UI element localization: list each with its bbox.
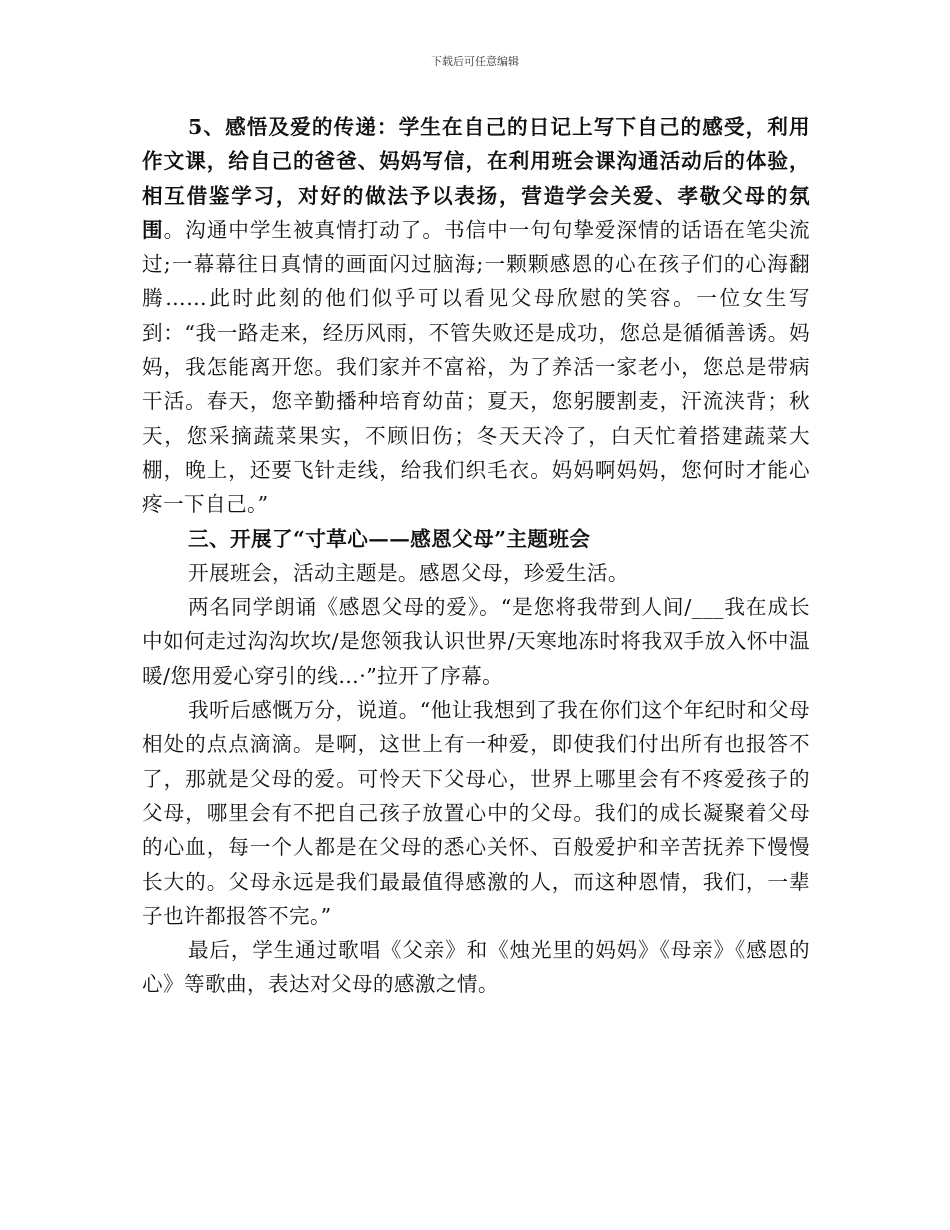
paragraph-love-transfer (142, 110, 810, 522)
paragraph-closing-songs: 最后，学生通过歌唱《父亲》和《烛光里的妈妈》《母亲》《感恩的心》等歌曲，表达对父母的感激之情。 (142, 938, 810, 997)
paragraph-meeting-theme: 开展班会，活动主题是。感恩父母，珍爱生活。 (188, 560, 629, 585)
paragraph-recitation: 两名同学朗诵《感恩父母的爱》。“是您将我带到人间/___我在成长中如何走过沟沟坎坎/是您领我认识世界/天寒地冻时将我双手放入怀中温暖/您用爱心穿引的线…·”拉开了序幕。 (142, 595, 810, 688)
paragraph-bold-heading: 5、感悟及爱的传递：学生在自己的日记上写下自己的感受，利用作文课，给自己的爸爸、妈妈写信，在利用班会课沟通活动后的体验，相互借鉴学习，对好的做法予以表扬，营造学会关爱、孝敬父母的氛围 (142, 115, 810, 242)
paragraph-teacher-speech: 我听后感慨万分，说道。“他让我想到了我在你们这个年纪时和父母相处的点点滴滴。是啊，这世上有一种爱，即使我们付出所有也报答不了，那就是父母的爱。可怜天下父母心，世界上哪里会有不疼爱孩子的父母，哪里会有不把自己孩子放置心中的父母。我们的成长凝聚着父母的心血，每一个人都是在父母的悉心关怀、百般爱护和辛苦抚养下慢慢长大的。父母永远是我们最最值得感激的人，而这种恩情，我们，一辈子也许都报答不完。” (142, 698, 810, 928)
page-header: 下载后可任意编辑 (431, 55, 519, 68)
document-body (142, 110, 810, 1002)
section-heading-class-meeting: 三、开展了“寸草心——感恩父母”主题班会 (188, 526, 591, 551)
paragraph-text: 。沟通中学生被真情打动了。书信中一句句挚爱深情的话语在笔尖流过;一幕幕往日真情的画面闪过脑海;一颗颗感恩的心在孩子们的心海翻腾……此时此刻的他们似乎可以看见父母欣慰的笑容。一位女生写到：“我一路走来，经历风雨，不管失败还是成功，您总是循循善诱。妈妈，我怎能离开您。我们家并不富裕，为了养活一家老小，您总是带病干活。春天，您辛勤播种培育幼苗；夏天，您躬腰割麦，汗流浃背；秋天，您采摘蔬菜果实，不顾旧伤；冬天天冷了，白天忙着搭建蔬菜大棚，晚上，还要飞针走线，给我们织毛衣。妈妈啊妈妈，您何时才能心疼一下自己。” (142, 217, 811, 517)
